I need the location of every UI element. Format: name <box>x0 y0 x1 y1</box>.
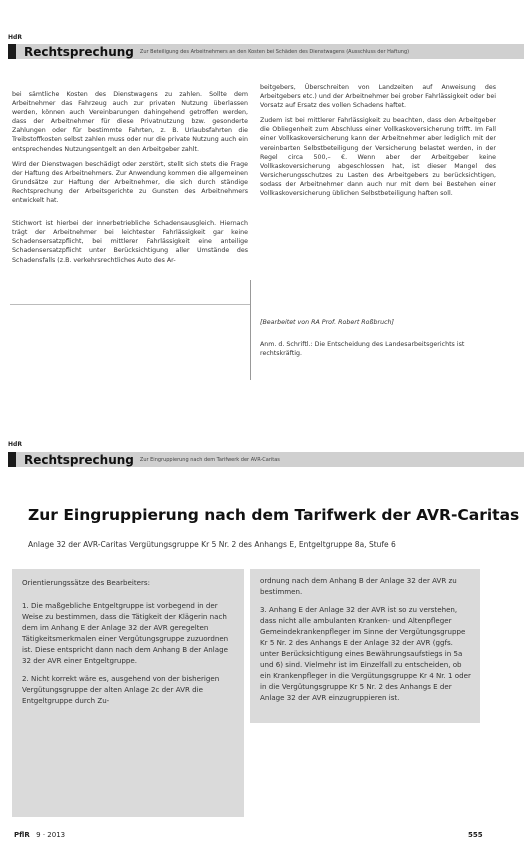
orientation-point: ordnung nach dem Anhang B der Anlage 32 der AVR zu bestimmen. <box>260 576 457 596</box>
journal-name: PflR <box>14 831 30 839</box>
section-tag: HdR <box>8 441 22 448</box>
article-meta: Anlage 32 der AVR-Caritas Vergütungsgruppe Kr 5 Nr. 2 des Anhangs E, Entgeltgruppe 8a, Stufe 6 <box>28 540 396 549</box>
section-title: Rechtsprechung <box>24 452 134 467</box>
top-right-column <box>260 83 496 204</box>
paragraph: Stichwort ist hierbei der innerbetriebliche Schadensausgleich. Hiernach trägt der Arbeitnehmer bei leichtester Fahrlässigkeit gar keine Schadensersatzpflicht, bei mittlerer Fahrlässigkeit eine anteilige Schadensersatzpflicht unter Berücksichtigung aller Umstände des Schadensfalls (z.B. verkehrsrechtliches Auto des Ar- <box>12 220 248 264</box>
section-header-bar <box>8 452 524 467</box>
section-title: Rechtsprechung <box>24 44 134 59</box>
section-tag: HdR <box>8 34 22 41</box>
annotation: Anm. d. Schriftl.: Die Entscheidung des Landesarbeitsgerichts ist rechtskräftig. <box>260 341 465 357</box>
header-square <box>8 44 16 59</box>
column-divider-vertical <box>250 280 251 380</box>
issue-number: 9 · 2013 <box>36 831 66 839</box>
section-subtitle: Zur Beteiligung des Arbeitnehmers an den Kosten bei Schäden des Dienstwagens (Ausschluss der Haftung) <box>139 48 410 55</box>
column-divider-horizontal <box>10 304 250 305</box>
orientation-box-left <box>12 569 244 817</box>
page-number: 555 <box>468 831 483 839</box>
paragraph: bei sämtliche Kosten des Dienstwagens zu zahlen. Sollte dem Arbeitnehmer das Fahrzeug auch zur privaten Nutzung überlassen werden, können auch Vereinbarungen dahingehend getroffen werden, dass der Arbeitnehmer für diese Privatnutzung bzw. gesonderte Zahlungen oder für bestimmte Fahrten, z. B. Urlaubsfahrten die Treibstoffkosten selbst zahlen muss oder nur die private Nutzung auch ein entsprechendes Nutzungsentgelt an den Arbeitgeber zahlt. <box>12 91 248 153</box>
orientation-point: 1. Die maßgebliche Entgeltgruppe ist vorbegend in der Weise zu bestimmen, dass die Tätigkeit der Klägerin nach dem im Anhang E der Anlage 32 der AVR geregelten Tätigkeitsmerkmalen einer Vergütungsgruppe zuzuordnen ist. Diese entspricht dann nach dem Anhang B der Anlage 32 der AVR einer Entgeltgruppe. <box>22 601 229 665</box>
orientation-point: 2. Nicht korrekt wäre es, ausgehend von der bisherigen Vergütungsgruppe der alten Anlage 2c der AVR die Entgeltgruppe durch Zu- <box>22 674 220 705</box>
footer-journal <box>14 831 65 839</box>
editor-note: [Bearbeitet von RA Prof. Robert Roßbruch] <box>260 319 394 326</box>
box-heading: Orientierungssätze des Bearbeiters: <box>22 578 151 587</box>
section-subtitle: Zur Eingruppierung nach dem Tarifwerk der AVR-Caritas <box>139 456 280 463</box>
article-title: Zur Eingruppierung nach dem Tarifwerk der AVR-Caritas <box>28 506 520 524</box>
header-square <box>8 452 16 467</box>
section-header-bar <box>8 44 524 59</box>
orientation-point: 3. Anhang E der Anlage 32 der AVR ist so zu verstehen, dass nicht alle ambulanten Kranken- und Altenpfleger Gemeindekrankenpfleger im Sinne der Vergütungsgruppe Kr 5 Nr. 2 des Anhangs E der Anlage 32 der AVR (ggfs. unter Berücksichtigung eines Bewährungsaufstiegs in 5a und 6) sind. Vielmehr ist im Einzelfall zu entscheiden, ob ein Krankenpfleger in die Vergütungsgruppe Kr 4 Nr. 1 oder in die Vergütungsgruppe Kr 5 Nr. 2 des Anhangs E der Anlage 32 der AVR einzugruppieren ist. <box>260 605 471 702</box>
top-left-column <box>12 90 248 271</box>
paragraph: Wird der Dienstwagen beschädigt oder zerstört, stellt sich stets die Frage der Haftung des Arbeitnehmers. Zur Anwendung kommen die allgemeinen Grundsätze zur Haftung der Arbeitnehmer, die sich durch ständige Rechtsprechung der Arbeitsgerichte zu Gunsten des Arbeitnehmers entwickelt hat. <box>12 160 248 205</box>
orientation-box-right <box>250 569 480 723</box>
paragraph: beitgebers, Überschreiten von Landzeiten auf Anweisung des Arbeitgebers etc.) und der Arbeitnehmer bei grober Fahrlässigkeit oder bei Vorsatz auf Ersatz des vollen Schadens haftet. <box>260 84 496 110</box>
paragraph: Zudem ist bei mittlerer Fahrlässigkeit zu beachten, dass den Arbeitgeber die Obliegenheit zum Abschluss einer Vollkaskoversicherung trifft. Im Fall einer Vollkaskoversicherung kann der Arbeitnehmer aber lediglich mit der vereinbarten Selbstbeteiligung der Versicherung belastet werden, in der Regel circa 500,– €. Wenn aber der Arbeitgeber keine Vollkaskoversicherung abgeschlossen hat, ist dieser Mangel des Versicherungsschutzes zu Lasten des Arbeitgebers zu berücksichtigen, sodass der Arbeitnehmer dann auch nur mit dem bei Bestehen einer Vollkaskoversicherung üblichen Selbstbeteiligung haften soll. <box>260 117 496 198</box>
